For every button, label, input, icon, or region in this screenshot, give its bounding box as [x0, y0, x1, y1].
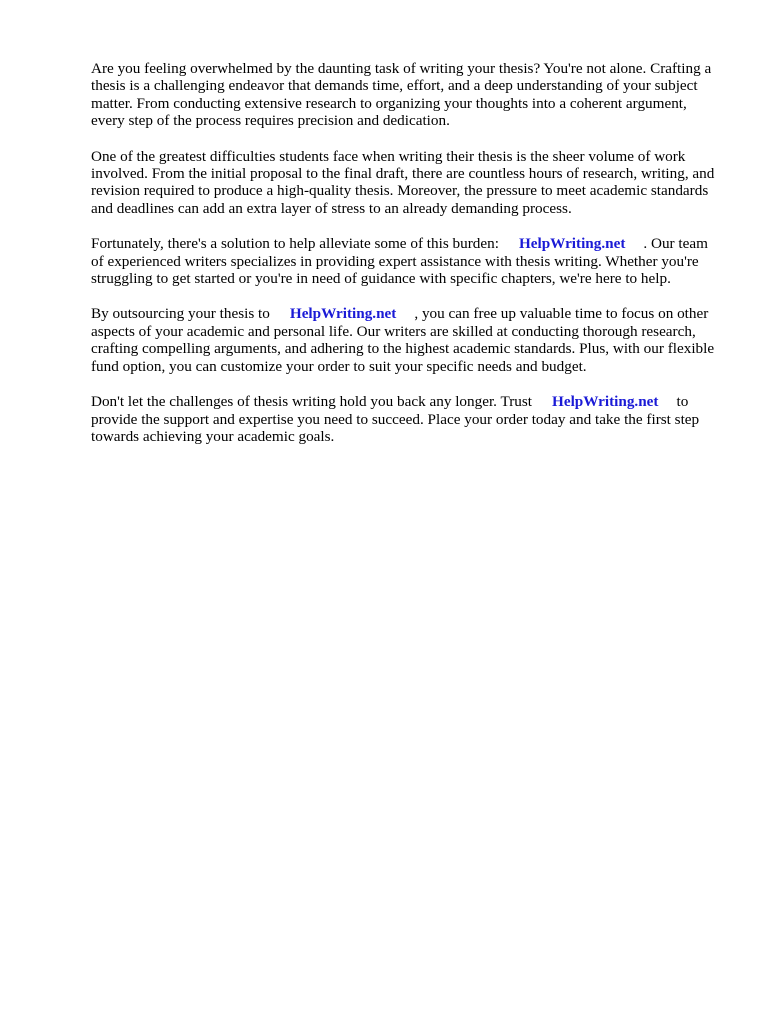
paragraph-text: Don't let the challenges of thesis writing hold you back any longer. Trust — [91, 393, 533, 411]
paragraph-outsourcing — [91, 305, 719, 375]
paragraph-solution — [91, 235, 719, 287]
paragraph-text: , you can free up valuable time to focus on other aspects of your academic and personal life. Our writers are skilled at conducting thorough research, crafting compelling arguments, and adhering to the highest academic standards. Plus, with our flexible fund option, you can customize your order to suit your specific needs and budget. — [91, 305, 715, 375]
paragraph-text: By outsourcing your thesis to — [91, 305, 270, 323]
paragraph-intro: Are you feeling overwhelmed by the daunting task of writing your thesis? You're not alone. Crafting a thesis is a challenging endeavor that demands time, effort, and a deep understanding of your subject matter. From conducting extensive research to organizing your thoughts into a coherent argument, every step of the process requires precision and dedication. — [91, 60, 712, 130]
paragraph-difficulties: One of the greatest difficulties students face when writing their thesis is the sheer volume of work involved. From the initial proposal to the final draft, there are countless hours of research, writing, and revision required to produce a high-quality thesis. Moreover, the pressure to meet academic standards and deadlines can add an extra layer of stress to an already demanding process. — [91, 147, 715, 217]
paragraph-text: . Our team of experienced writers specializes in providing expert assistance with thesis writing. Whether you're struggling to get started or you're in need of guidance with specific chapters, we're here to help. — [91, 235, 708, 288]
paragraph-closing — [91, 393, 719, 445]
paragraph-text: to provide the support and expertise you need to succeed. Place your order today and take the first step towards achieving your academic goals. — [91, 393, 700, 445]
paragraph-text: Fortunately, there's a solution to help alleviate some of this burden: — [91, 235, 499, 253]
helpwriting-link[interactable]: HelpWriting.net — [518, 235, 626, 253]
helpwriting-link[interactable]: HelpWriting.net — [552, 393, 659, 411]
document-body — [91, 60, 719, 463]
helpwriting-link[interactable]: HelpWriting.net — [289, 305, 397, 323]
